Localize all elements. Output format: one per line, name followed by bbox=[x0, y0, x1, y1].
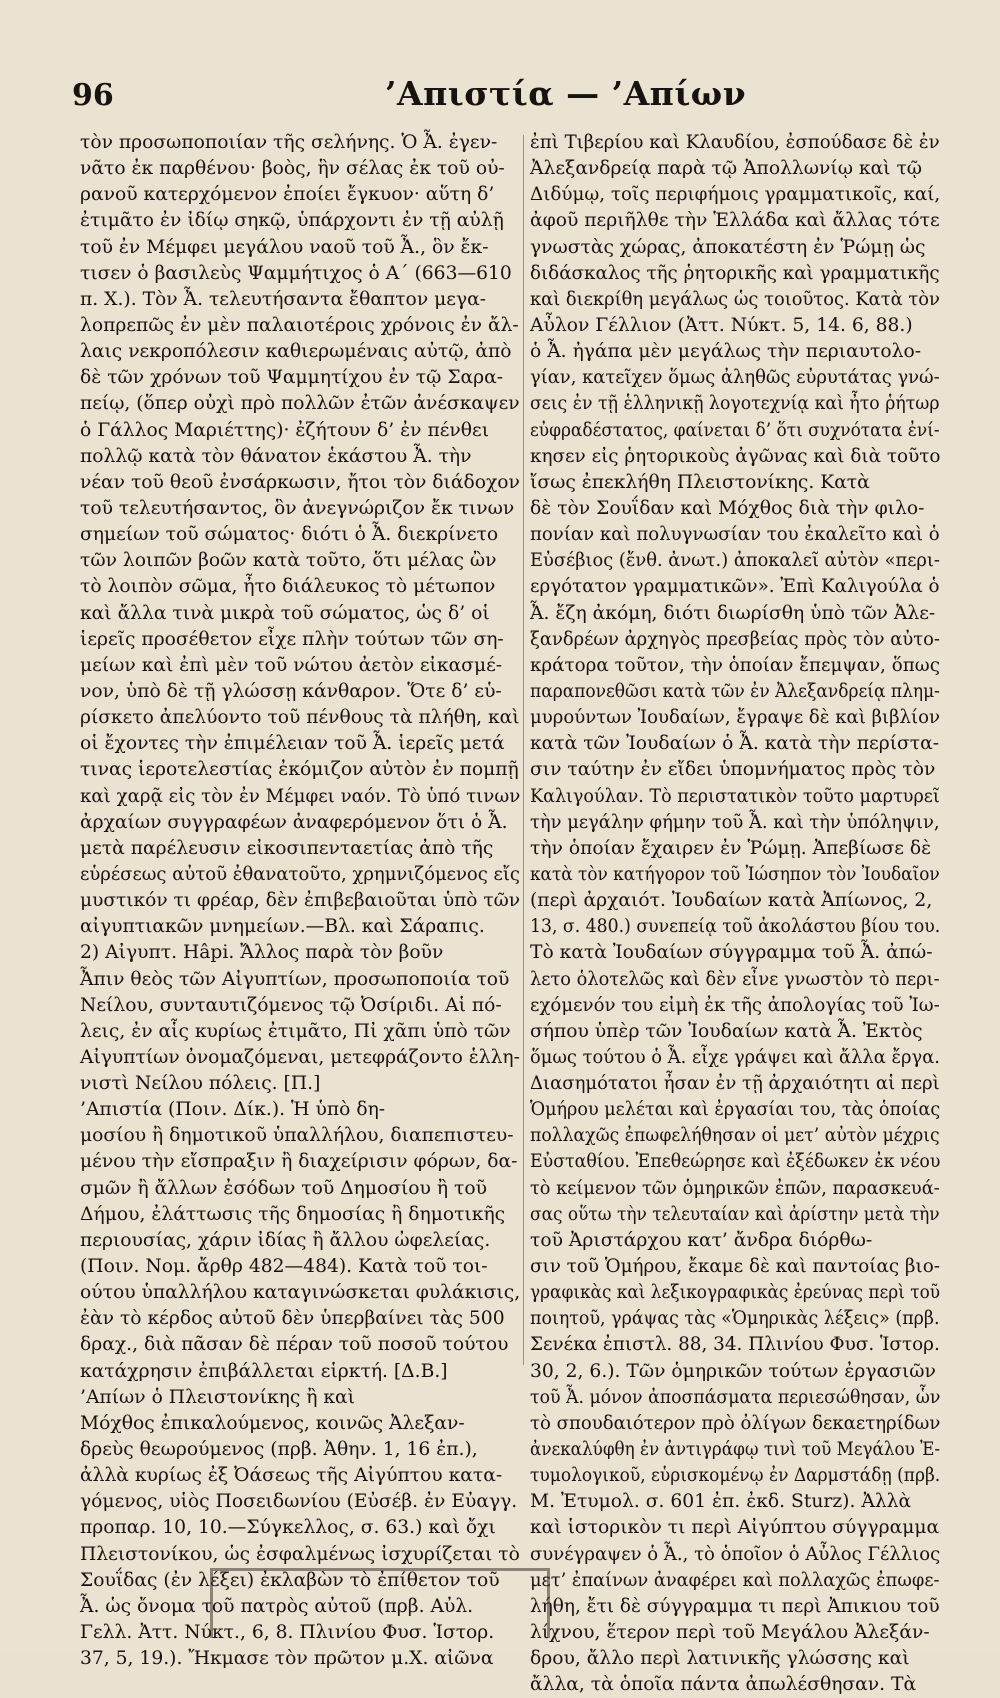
text-line: κράτορα τοῦτον, τὴν ὁποίαν ἔπεμψαν, ὅπως bbox=[530, 654, 940, 676]
text-line: καὶ ἱστορικὸν τι περὶ Αἰγύπτου σύγγραμμα bbox=[530, 1517, 940, 1539]
text-line: Ἆπιν θεὸς τῶν Αἰγυπτίων, προσωποποιία τοῦ bbox=[80, 968, 510, 990]
text-line: Ἆ. ἔζη ἀκόμη, διότι διωρίσθη ὑπὸ τῶν Ἀλε- bbox=[530, 602, 936, 624]
text-line: π. Χ.). Τὸν Ἆ. τελευτήσαντα ἔθαπτον μεγα- bbox=[80, 288, 487, 310]
text-line: σμῶν ἢ ἄλλων ἐσόδων τοῦ Δημοσίου ἢ τοῦ bbox=[80, 1177, 487, 1199]
text-line: τυμολογικοῦ, εὑρισκομένῳ ἐν Δαρμστάδῃ (πρβ. bbox=[530, 1465, 941, 1487]
text-line: μείων καὶ ἐπὶ μὲν τοῦ νώτου ἀετὸν εἰκασμέ- bbox=[80, 654, 503, 676]
text-line: ἴσως ἐπεκλήθη Πλειστονίκης. Κατὰ bbox=[530, 471, 870, 493]
text-line: Νείλου, συνταυτιζόμενος τῷ Ὀσίριδι. Αἱ πό- bbox=[80, 994, 502, 1016]
text-line: ’Απιστία (Ποιν. Δίκ.). Ἡ ὑπὸ δη- bbox=[80, 1099, 386, 1121]
text-line: Εὐσέβιος (ἔνθ. ἀνωτ.) ἀποκαλεῖ αὐτὸν «περι- bbox=[530, 550, 940, 572]
text-line: τοῦ Ἆ. μόνον ἀποσπάσματα περιεσώθησαν, ὧν bbox=[530, 1386, 941, 1408]
text-line: ούτου ὑπαλλήλου καταγινώσκεται φυλάκισις, bbox=[80, 1282, 521, 1304]
text-line: ὁ Ἆ. ἠγάπα μὲν μεγάλως τὴν περιαυτολο- bbox=[530, 341, 922, 363]
text-line: μετ’ ἐπαίνων ἀναφέρει καὶ πολλαχῶς ἐπωφε- bbox=[530, 1569, 940, 1591]
text-line: ἀνεκαλύφθη ἐν ἀντιγράφῳ τινὶ τοῦ Μεγάλου Ἐ- bbox=[530, 1439, 941, 1461]
text-line: Γελλ. Ἀττ. Νύκτ., 6, 8. Πλινίου Φυσ. Ἱστορ. bbox=[80, 1622, 495, 1644]
text-line: καὶ ἄλλα τινὰ μικρὰ τοῦ σώματος, ὡς δ’ οἱ bbox=[80, 602, 490, 624]
text-line: κατὰ τὸν κατήγορον τοῦ Ἰώσηπον τὸν Ἰουδαῖον bbox=[530, 863, 940, 885]
text-line: δρου, ἄλλο περὶ λατινικῆς γλώσσης καὶ bbox=[530, 1648, 910, 1670]
text-line: Μόχθος ἐπικαλούμενος, κοινῶς Ἀλεξαν- bbox=[80, 1412, 465, 1434]
text-line: μυρούντων Ἰουδαίων, ἔγραψε δὲ καὶ βιβλίον bbox=[530, 707, 940, 729]
text-line: νᾶτο ἐκ παρθένου· βοὸς, ἣν σέλας ἐκ τοῦ οὐ- bbox=[80, 158, 505, 180]
text-line: νιστὶ Νείλου πόλεις. [Π.] bbox=[80, 1073, 321, 1095]
text-line: τισεν ὁ βασιλεὺς Ψαμμήτιχος ὁ Α΄ (663—610 bbox=[80, 262, 512, 284]
text-line: τοῦ ἐν Μέμφει μεγάλου ναοῦ τοῦ Ἆ., ὃν ἔκ- bbox=[80, 236, 489, 258]
text-line: τὴν ὁποίαν ἔχαιρεν ἐν Ῥώμῃ. Ἀπεβίωσε δὲ bbox=[530, 837, 932, 859]
text-line: σας οὕτω τὴν τελευταίαν καὶ ἀρίστην μετὰ τὴν bbox=[530, 1203, 940, 1225]
text-line: αἰγυπτιακῶν μνημείων.—Βλ. καὶ Σάραπις. bbox=[80, 916, 485, 938]
text-line: συνέγραψεν ὁ Ἆ., τὸ ὁποῖον ὁ Αὖλος Γέλλιος bbox=[530, 1543, 941, 1565]
text-line: 37, 5, 19.). Ἤκμασε τὸν πρῶτον μ.Χ. αἰῶνα bbox=[80, 1648, 494, 1670]
text-line: κησεν εἰς ῥητορικοὺς ἀγῶνας καὶ διὰ τοῦτο bbox=[530, 445, 941, 467]
text-line: σιν ταύτην ἐν εἴδει ὑπομνήματος πρὸς τὸν bbox=[530, 759, 936, 781]
text-line: οἱ ἔχοντες τὴν ἐπιμέλειαν τοῦ Ἆ. ἱερεῖς μετά bbox=[80, 733, 505, 755]
text-line: λήθη, ἔτι δὲ σύγγραμμα τι περὶ Ἀπικιου τοῦ bbox=[530, 1595, 940, 1617]
text-line: ἱερεῖς προσέθετον εἶχε πλὴν τούτων τῶν ση- bbox=[80, 628, 504, 650]
text-line: σήπου ὑπὲρ τῶν Ἰουδαίων κατὰ Ἆ. Ἐκτὸς bbox=[530, 1020, 923, 1042]
text-line: πολλαχῶς ἐπωφελήθησαν οἱ μετ’ αὐτὸν μέχρις bbox=[530, 1125, 940, 1147]
text-line: ἐὰν τὸ κέρδος αὐτοῦ δὲν ὑπερβαίνει τὰς 500 bbox=[80, 1308, 505, 1330]
text-line: Καλιγούλαν. Τὸ περιστατικὸν τοῦτο μαρτυρεῖ bbox=[530, 785, 940, 807]
text-line: Δήμου, ἐλάττωσις τῆς δημοσίας ἢ δημοτικῆς bbox=[80, 1203, 506, 1225]
text-line: ρίσκετο ἀπελύοντο τοῦ πένθους τὰ πλήθη, καὶ bbox=[80, 707, 520, 729]
text-line: λεις, ἐν αἷς κυρίως ἐτιμᾶτο, Πἰ χᾶπι ὑπὸ τῶν bbox=[80, 1020, 511, 1042]
text-line: Τὸ κατὰ Ἰουδαίων σύγγραμμα τοῦ Ἆ. ἀπώ- bbox=[530, 942, 933, 964]
text-line: πολλῷ κατὰ τὸν θάνατον ἑκάστου Ἆ. τὴν bbox=[80, 445, 472, 467]
text-line: ἐτιμᾶτο ἐν ἰδίῳ σηκῷ, ὑπάρχοντι ἐν τῇ αὐλῇ bbox=[80, 210, 504, 232]
text-line: γόμενος, υἱὸς Ποσειδωνίου (Εὐσέβ. ἐν Εὐαγγ. bbox=[80, 1491, 518, 1513]
text-line: λοπρεπῶς ἐν μὲν παλαιοτέροις χρόνοις ἐν ἄλ- bbox=[80, 314, 519, 336]
library-stamp bbox=[210, 1568, 550, 1638]
text-line: σημείων τοῦ σώματος· διότι ὁ Ἆ. διεκρίνετο bbox=[80, 524, 499, 546]
text-line: παραπονεθῶσι κατὰ τῶν ἐν Ἀλεξανδρείᾳ πλημ- bbox=[530, 680, 940, 702]
text-line: δραχ., διὰ πᾶσαν δὲ πέραν τοῦ ποσοῦ τούτου bbox=[80, 1334, 509, 1356]
right-column bbox=[530, 130, 940, 1698]
text-line: Εὐσταθίου. Ἐπεθεώρησε καὶ ἐξέδωκεν ἐκ νέου bbox=[530, 1151, 941, 1173]
text-line: Αὖλον Γέλλιον (Ἀττ. Νύκτ. 5, 14. 6, 88.) bbox=[530, 314, 913, 336]
text-line: νον, ὑπὸ δὲ τῇ γλώσσῃ κάνθαρον. Ὅτε δ’ εὑ- bbox=[80, 680, 502, 702]
text-line: ξανδρέων ἀρχηγὸς πρεσβείας πρὸς τὸν αὐτο- bbox=[530, 628, 940, 650]
text-line: γνωστὰς χώρας, ἀποκατέστη ἐν Ῥώμῃ ὡς bbox=[530, 236, 926, 258]
text-line: τὸ κείμενον τῶν ὁμηρικῶν ἐπῶν, παρασκευά- bbox=[530, 1177, 940, 1199]
text-line: μοσίου ἢ δημοτικοῦ ὑπαλλήλου, διαπεπιστευ- bbox=[80, 1125, 514, 1147]
text-line: γραφικὰς καὶ λεξικογραφικὰς ἐρεύνας περὶ τοῦ bbox=[530, 1282, 941, 1304]
text-line: εχόμενόν του εἰμὴ ἐκ τῆς ἀπολογίας τοῦ Ἰω- bbox=[530, 994, 940, 1016]
text-line: Σενέκα ἐπιστλ. 88, 34. Πλινίου Φυσ. Ἱστορ. bbox=[530, 1334, 940, 1356]
text-line: ὅμως τούτου ὁ Ἆ. εἶχε γράψει καὶ ἄλλα ἔργα. bbox=[530, 1046, 940, 1068]
text-line: ποιητοῦ, γράψας τὰς «Ὁμηρικὰς λέξεις» (πρβ. bbox=[530, 1308, 940, 1330]
text-line: τοῦ Ἀριστάρχου κατ’ ἄνδρα διόρθω- bbox=[530, 1229, 873, 1251]
text-line: νέαν τοῦ θεοῦ ἐνσάρκωσιν, ἤτοι τὸν διάδοχον bbox=[80, 471, 520, 493]
column-divider bbox=[523, 135, 524, 1365]
text-line: γίαν, κατεῖχεν ὅμως ἀληθῶς εὐρυτάτας γνώ- bbox=[530, 367, 940, 389]
text-line: λαις νεκροπόλεσιν καθιερωμέναις αὐτῷ, ἀπὸ bbox=[80, 341, 512, 363]
text-line: Σουΐδας (ἐν λέξει) ἐκλαβὼν τὸ ἐπίθετον τοῦ bbox=[80, 1569, 500, 1591]
text-line: εργότατον γραμματικῶν». Ἐπὶ Καλιγούλα ὁ bbox=[530, 576, 940, 598]
text-line: λίχνου, ἕτερον περὶ τοῦ Μεγάλου Ἀλεξάν- bbox=[530, 1622, 930, 1644]
text-line: τὴν μεγάλην φήμην τοῦ Ἆ. καὶ τὴν ὑπόληψιν, bbox=[530, 811, 940, 833]
text-line: πείῳ, (ὅπερ οὐχὶ πρὸ πολλῶν ἐτῶν ἀνέσκαψεν bbox=[80, 393, 520, 415]
text-line: Πλειστονίκου, ὡς ἐσφαλμένως ἰσχυρίζεται τὸ bbox=[80, 1543, 520, 1565]
text-line: ἄλλα, τὰ ὁποῖα πάντα ἀπωλέσθησαν. Τὰ bbox=[530, 1674, 917, 1696]
text-line: ἀρχαίων συγγραφέων ἀναφερόμενον ὅτι ὁ Ἆ. bbox=[80, 811, 508, 833]
text-line: τὸ λοιπὸν σῶμα, ἦτο διάλευκος τὸ μέτωπον bbox=[80, 576, 496, 598]
text-line: Αἰγυπτίων ὀνομαζόμεναι, μετεφράζοντο ἑλλη- bbox=[80, 1046, 520, 1068]
text-line: 13, σ. 480.) συνεπείᾳ τοῦ ἀκολάστου βίου του. bbox=[530, 916, 941, 938]
text-line: εὑρέσεως αὐτοῦ ἐθανατοῦτο, χρημνιζόμενος εἴς bbox=[80, 863, 520, 885]
text-line: μετὰ παρέλευσιν εἰκοσιπενταετίας ἀπὸ τῆς bbox=[80, 837, 494, 859]
text-line: Διασημότατοι ἦσαν ἐν τῇ ἀρχαιότητι αἱ περὶ bbox=[530, 1073, 940, 1095]
text-line: μυστικόν τι φρέαρ, δὲν ἐπιβεβαιοῦται ὑπὸ τῶν bbox=[80, 890, 521, 912]
text-line: κατὰ τῶν Ἰουδαίων ὁ Ἆ. κατὰ τὴν περίστα- bbox=[530, 733, 940, 755]
text-line: ὁ Γάλλος Μαριέττης)· ἐζήτουν δ’ ἐν πένθει bbox=[80, 419, 490, 441]
page-number: 96 bbox=[72, 78, 114, 113]
text-line: ἐπὶ Τιβερίου καὶ Κλαυδίου, ἐσπούδασε δὲ ἐν bbox=[530, 132, 940, 153]
text-line: μένου τὴν εἴσπραξιν ἢ διαχείρισιν φόρων, δα- bbox=[80, 1151, 518, 1173]
text-line: Διδύμῳ, τοῖς περιφήμοις γραμματικοῖς, καί, bbox=[530, 184, 941, 206]
text-line: διδάσκαλος τῆς ῥητορικῆς καὶ γραμματικῆς bbox=[530, 262, 940, 284]
text-line: δὲ τὸν Σουΐδαν καὶ Μόχθος διὰ τὴν φιλο- bbox=[530, 497, 925, 519]
text-line: ’Απίων ὁ Πλειστονίκης ἢ καὶ bbox=[80, 1386, 356, 1408]
text-line: καὶ χαρᾷ εἰς τὸν ἐν Μέμφει ναόν. Τὸ ὑπό τινων bbox=[80, 785, 521, 807]
text-line: δὲ τῶν χρόνων τοῦ Ψαμμητίχου ἐν τῷ Σαρα- bbox=[80, 367, 504, 389]
text-line: σιν τοῦ Ὁμήρου, ἔκαμε δὲ καὶ παντοίας βιο- bbox=[530, 1256, 940, 1278]
text-line: 30, 2, 6.). Τῶν ὁμηρικῶν τούτων ἐργασιῶν bbox=[530, 1360, 936, 1382]
text-line: κατάχρησιν ἐπιβάλλεται εἱρκτή. [Δ.Β.] bbox=[80, 1360, 448, 1382]
text-line: τὸν προσωποποιίαν τῆς σελήνης. Ὁ Ἆ. ἐγεν- bbox=[80, 132, 498, 153]
text-line: 2) Αἰγυπτ. Hâpi. Ἄλλος παρὰ τὸν βοῦν bbox=[80, 942, 444, 964]
text-line: (Ποιν. Νομ. ἄρθρ 482—484). Κατὰ τοῦ τοι- bbox=[80, 1256, 488, 1278]
text-line: σεις ἐν τῇ ἑλληνικῇ λογοτεχνίᾳ καὶ ἦτο ῥήτωρ bbox=[530, 393, 940, 415]
text-line: τῶν λοιπῶν βοῶν κατὰ τοῦτο, ὅτι μέλας ὢν bbox=[80, 550, 497, 572]
text-line: εὐφραδέστατος, φαίνεται δ’ ὅτι συχνότατα ἐνί- bbox=[530, 419, 940, 441]
text-line: τὸ σπουδαιότερον πρὸ ὀλίγων δεκαετηρίδων bbox=[530, 1412, 941, 1434]
text-line: προπαρ. 10, 10.—Σύγκελλος, σ. 63.) καὶ ὄχι bbox=[80, 1517, 496, 1539]
text-line: λετο ὁλοτελῶς καὶ δὲν εἶνε γνωστὸν τὸ περι- bbox=[530, 968, 940, 990]
text-line: Ἀλεξανδρείᾳ παρὰ τῷ Ἀπολλωνίῳ καὶ τῷ bbox=[530, 158, 923, 180]
left-column bbox=[80, 130, 520, 1672]
text-line: πονίαν καὶ πολυγνωσίαν του ἐκαλεῖτο καὶ ὁ bbox=[530, 524, 940, 546]
text-line: Μ. Ἐτυμολ. σ. 601 ἐπ. ἐκδ. Sturz). Ἀλλὰ bbox=[530, 1491, 912, 1513]
text-line: τινας ἱεροτελεστίας ἐκόμιζον αὐτὸν ἐν πομπῇ bbox=[80, 759, 519, 781]
running-title: ’Απιστία — ’Απίων bbox=[385, 74, 747, 113]
text-line: Ὁμήρου μελέται καὶ ἐργασίαι του, τὰς ὁποίας bbox=[530, 1099, 941, 1121]
text-line: καὶ διεκρίθη μεγάλως ὡς τοιοῦτος. Κατὰ τὸν bbox=[530, 288, 940, 310]
text-line: δρεὺς θεωρούμενος (πρβ. Ἀθην. 1, 16 ἐπ.), bbox=[80, 1439, 478, 1461]
text-line: τοῦ τελευτήσαντος, ὃν ἀνεγνώριζον ἔκ τινων bbox=[80, 497, 515, 519]
text-line: (περὶ ἀρχαιότ. Ἰουδαίων κατὰ Ἀπίωνος, 2, bbox=[530, 890, 933, 912]
text-line: ἀλλὰ κυρίως ἐξ Ὀάσεως τῆς Αἰγύπτου κατα- bbox=[80, 1465, 503, 1487]
text-line: Ἆ. ὡς ὄνομα τοῦ πατρὸς αὐτοῦ (πρβ. Αὐλ. bbox=[80, 1595, 474, 1617]
text-line: ρανοῦ κατερχόμενον ἐποίει ἔγκυον· αὕτη δ’ bbox=[80, 184, 495, 206]
text-line: περιουσίας, χάριν ἰδίας ἢ ἄλλου ὠφελείας. bbox=[80, 1229, 491, 1251]
text-line: ἀφοῦ περιῆλθε τὴν Ἑλλάδα καὶ ἄλλας τότε bbox=[530, 210, 940, 232]
